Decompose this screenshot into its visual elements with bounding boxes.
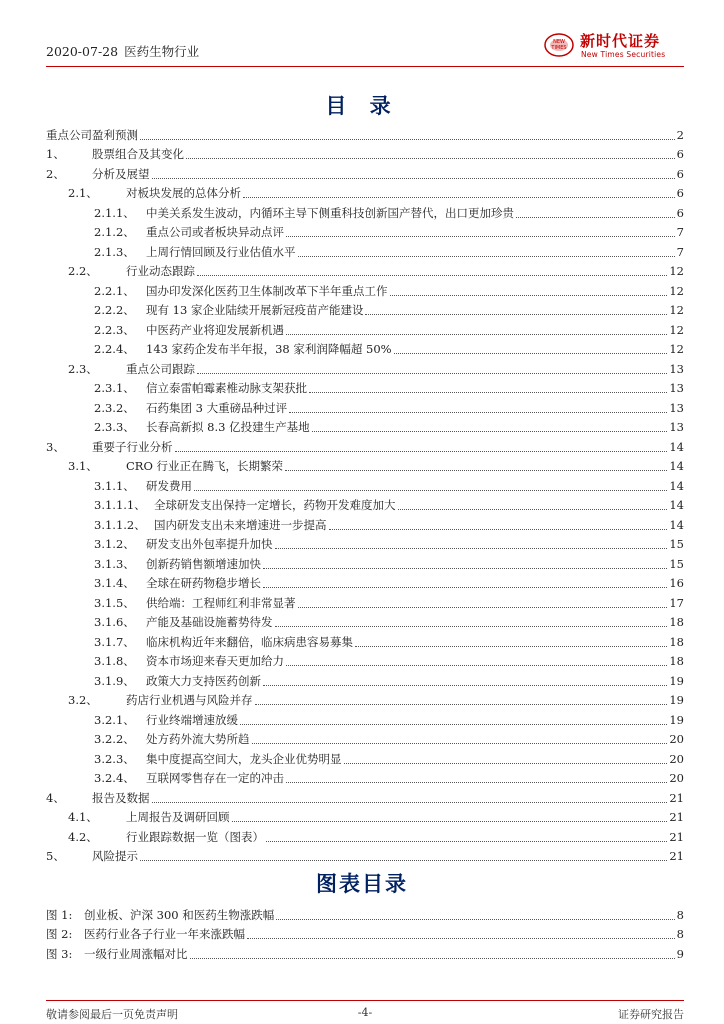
entry-label <box>94 323 284 338</box>
entry-label <box>94 206 514 221</box>
entry-number: 图 3: <box>46 946 73 961</box>
entry-page: 2 <box>676 127 684 142</box>
entry-label <box>46 167 150 182</box>
entry-text: 现有 13 家企业陆续开展新冠疫苗产能建设 <box>146 303 364 317</box>
entry-label <box>94 401 287 416</box>
entry-label <box>46 147 184 162</box>
toc-entry[interactable] <box>46 494 684 514</box>
entry-page: 14 <box>669 459 684 473</box>
entry-number: 图 1: <box>46 907 73 922</box>
entry-page: 19 <box>669 673 684 688</box>
entry-label <box>68 693 253 708</box>
toc-entry[interactable] <box>46 533 684 553</box>
entry-page: 6 <box>676 166 684 181</box>
dot-leader <box>255 704 668 705</box>
dot-leader <box>394 353 668 354</box>
entry-text: 信立泰雷帕霉素椎动脉支架获批 <box>146 381 307 395</box>
entry-text: 中医药产业将迎发展新机遇 <box>146 322 284 337</box>
entry-text: 一级行业周涨幅对比 <box>84 946 188 961</box>
page-number: -4- <box>357 1006 373 1019</box>
entry-text: 对板块发展的总体分析 <box>126 186 241 200</box>
figure-list <box>46 903 684 962</box>
entry-number: 3.1.2、 <box>94 537 135 551</box>
entry-label <box>94 303 363 318</box>
entry-number: 3.2.2、 <box>94 732 135 746</box>
entry-text: 国内研发支出未来增速进一步提高 <box>154 517 327 532</box>
dot-leader <box>263 587 667 588</box>
dot-leader <box>289 412 667 413</box>
entry-text: 创新药销售额增速加快 <box>146 556 261 571</box>
toc-entry[interactable] <box>46 279 684 299</box>
entry-number: 2.2.4、 <box>94 342 135 356</box>
dot-leader <box>355 646 667 647</box>
entry-text: 重点公司跟踪 <box>126 361 195 376</box>
entry-text: 上周行情回顾及行业估值水平 <box>146 244 296 259</box>
page-header <box>46 30 684 67</box>
dot-leader <box>252 743 668 744</box>
entry-label <box>94 245 296 260</box>
dot-leader <box>140 139 675 140</box>
entry-label <box>46 440 173 455</box>
toc-entry[interactable] <box>46 845 684 865</box>
toc-entry[interactable] <box>46 650 684 670</box>
entry-text: 供给端：工程师红利非常显著 <box>146 595 296 610</box>
toc-title: 目 录 <box>325 94 399 118</box>
entry-label <box>94 381 307 396</box>
dot-leader <box>390 295 668 296</box>
dot-leader <box>232 821 668 822</box>
entry-text: 研发支出外包率提升加快 <box>146 537 273 551</box>
entry-page: 14 <box>669 478 684 493</box>
entry-label <box>46 128 138 143</box>
entry-label <box>68 459 283 474</box>
entry-label <box>94 557 261 572</box>
entry-number: 2.3.1、 <box>94 381 135 395</box>
entry-number: 3.1.6、 <box>94 615 135 629</box>
toc-entry[interactable] <box>46 786 684 806</box>
entry-label <box>94 518 327 533</box>
entry-page: 17 <box>669 595 684 610</box>
toc-entry[interactable] <box>46 357 684 377</box>
entry-text: 重要子行业分析 <box>92 439 173 454</box>
toc-entry[interactable] <box>46 630 684 650</box>
dot-leader <box>197 275 667 276</box>
entry-page: 20 <box>669 732 684 746</box>
toc-entry[interactable] <box>46 611 684 631</box>
toc-entry[interactable] <box>46 396 684 416</box>
entry-text: 长春高新拟 8.3 亿投建生产基地 <box>146 420 310 434</box>
report-type: 证券研究报告 <box>618 1008 684 1021</box>
industry-name: 医药生物行业 <box>124 44 200 59</box>
entry-page: 12 <box>669 303 684 317</box>
entry-page: 7 <box>676 225 684 239</box>
toc-entry[interactable] <box>46 182 684 202</box>
entry-number: 2.3.2、 <box>94 400 135 415</box>
entry-text: 全球研发支出保持一定增长，药物开发难度加大 <box>154 498 396 512</box>
entry-number: 5、 <box>46 849 65 863</box>
entry-page: 6 <box>676 147 684 161</box>
dot-leader <box>298 607 668 608</box>
entry-number: 3.2.3、 <box>94 751 135 766</box>
entry-page: 9 <box>676 946 684 961</box>
dot-leader <box>286 665 667 666</box>
entry-number: 2.1.2、 <box>94 225 135 239</box>
figure-entry[interactable] <box>46 923 684 943</box>
toc-entry[interactable] <box>46 455 684 475</box>
toc-entry[interactable] <box>46 513 684 533</box>
entry-label <box>68 830 264 845</box>
entry-text: 风险提示 <box>92 849 138 863</box>
entry-label <box>94 732 250 747</box>
toc-entry[interactable] <box>46 260 684 280</box>
entry-label <box>94 752 342 767</box>
toc-entry[interactable] <box>46 806 684 826</box>
entry-page: 15 <box>669 537 684 551</box>
entry-number: 2.2.2、 <box>94 303 135 317</box>
entry-text: 政策大力支持医药创新 <box>146 673 261 688</box>
toc-entry[interactable] <box>46 689 684 709</box>
entry-text: 全球在研药物稳步增长 <box>146 576 261 590</box>
entry-label <box>94 674 261 689</box>
entry-text: 集中度提高空间大，龙头企业优势明显 <box>146 751 342 766</box>
dot-leader <box>298 256 675 257</box>
entry-number: 3.1.3、 <box>94 556 135 571</box>
dot-leader <box>194 490 667 491</box>
figure-entry[interactable] <box>46 903 684 923</box>
entry-page: 21 <box>669 829 684 844</box>
toc-entry[interactable] <box>46 299 684 319</box>
dot-leader <box>152 802 668 803</box>
entry-page: 21 <box>669 849 684 863</box>
toc-entry[interactable] <box>46 572 684 592</box>
entry-page: 18 <box>669 634 684 649</box>
entry-page: 12 <box>669 283 684 298</box>
entry-number: 3.1.9、 <box>94 673 135 688</box>
entry-text: 互联网零售存在一定的冲击 <box>146 771 284 785</box>
entry-label <box>46 947 188 962</box>
dot-leader <box>266 841 667 842</box>
dot-leader <box>243 197 675 198</box>
toc-entry[interactable] <box>46 767 684 787</box>
entry-label <box>46 927 245 942</box>
dot-leader <box>344 763 668 764</box>
page-footer <box>46 1000 684 1019</box>
dot-leader <box>365 314 667 315</box>
entry-label <box>68 186 241 201</box>
logo-english-name: New Times Securities <box>581 50 666 59</box>
header-info <box>46 42 199 60</box>
dot-leader <box>286 782 667 783</box>
entry-text: 研发费用 <box>146 478 192 493</box>
entry-page: 16 <box>669 576 684 590</box>
entry-label <box>94 537 273 552</box>
toc-entry[interactable] <box>46 552 684 572</box>
entry-text: CRO 行业正在腾飞，长期繁荣 <box>126 459 284 473</box>
figures-title: 图表目录 <box>316 872 408 896</box>
entry-text: 行业动态跟踪 <box>126 264 195 278</box>
entry-number: 2.1、 <box>68 186 98 200</box>
entry-label <box>94 654 284 669</box>
dot-leader <box>175 451 668 452</box>
entry-text: 行业跟踪数据一览（图表） <box>126 829 264 844</box>
toc-entry[interactable] <box>46 162 684 182</box>
toc-entry[interactable] <box>46 708 684 728</box>
dot-leader <box>329 529 668 530</box>
dot-leader <box>276 919 674 920</box>
toc-entry[interactable] <box>46 338 684 358</box>
entry-label <box>94 771 284 786</box>
toc-entry[interactable] <box>46 318 684 338</box>
entry-number: 3.1.7、 <box>94 634 135 649</box>
entry-page: 12 <box>669 264 684 278</box>
entry-page: 12 <box>669 342 684 356</box>
dot-leader <box>398 509 668 510</box>
entry-label <box>68 264 195 279</box>
dot-leader <box>286 236 675 237</box>
entry-label <box>94 615 273 630</box>
entry-text: 行业终端增速放缓 <box>146 712 238 727</box>
svg-text:NEW: NEW <box>553 39 565 45</box>
table-of-contents <box>46 123 684 864</box>
entry-number: 3.1.1.2、 <box>94 517 146 532</box>
entry-page: 18 <box>669 654 684 668</box>
entry-label <box>94 420 310 435</box>
entry-page: 21 <box>669 790 684 805</box>
entry-label <box>94 576 261 591</box>
toc-entry[interactable] <box>46 591 684 611</box>
entry-page: 12 <box>669 322 684 337</box>
entry-text: 143 家药企发布半年报，38 家利润降幅超 50% <box>146 342 392 356</box>
dot-leader <box>240 724 667 725</box>
entry-number: 3.1.8、 <box>94 654 135 668</box>
entry-text: 产能及基础设施蓄势待发 <box>146 615 273 629</box>
entry-page: 14 <box>669 498 684 512</box>
entry-number: 3.1.1、 <box>94 478 135 493</box>
toc-entry[interactable] <box>46 669 684 689</box>
dot-leader <box>247 938 675 939</box>
disclaimer-note: 敬请参阅最后一页免责声明 <box>46 1008 178 1021</box>
entry-page: 19 <box>669 693 684 707</box>
entry-page: 7 <box>676 244 684 259</box>
entry-page: 13 <box>669 420 684 434</box>
entry-number: 3.1、 <box>68 459 98 473</box>
entry-label <box>46 849 138 864</box>
dot-leader <box>140 860 667 861</box>
report-date: 2020-07-28 <box>46 44 119 59</box>
entry-label <box>94 635 353 650</box>
entry-label <box>68 810 230 825</box>
entry-label <box>46 908 274 923</box>
entry-label <box>94 713 238 728</box>
entry-number: 3.1.5、 <box>94 595 135 610</box>
entry-text: 分析及展望 <box>92 166 150 181</box>
toc-entry[interactable] <box>46 377 684 397</box>
entry-text: 报告及数据 <box>92 790 150 805</box>
dot-leader <box>152 178 675 179</box>
entry-label <box>94 479 192 494</box>
entry-number: 4.1、 <box>68 810 98 824</box>
new-times-logo-icon <box>544 32 574 58</box>
toc-entry[interactable] <box>46 123 684 143</box>
entry-label <box>94 498 396 513</box>
entry-number: 图 2: <box>46 927 73 941</box>
entry-label <box>94 596 296 611</box>
entry-text: 创业板、沪深 300 和医药生物涨跌幅 <box>84 907 275 922</box>
entry-text: 临床机构近年来翻倍，临床病患容易募集 <box>146 634 353 649</box>
entry-page: 13 <box>669 381 684 395</box>
company-logo <box>544 30 684 62</box>
toc-entry[interactable] <box>46 435 684 455</box>
entry-page: 20 <box>669 751 684 766</box>
toc-entry[interactable] <box>46 825 684 845</box>
entry-page: 18 <box>669 615 684 629</box>
entry-number: 4、 <box>46 790 65 805</box>
dot-leader <box>263 685 667 686</box>
entry-number: 2.3.3、 <box>94 420 135 434</box>
entry-number: 2.1.3、 <box>94 244 135 259</box>
entry-text: 药店行业机遇与风险并存 <box>126 693 253 707</box>
entry-text: 中美关系发生波动，内循环主导下侧重科技创新国产替代，出口更加珍贵 <box>146 205 514 220</box>
entry-page: 14 <box>669 517 684 532</box>
dot-leader <box>197 373 667 374</box>
entry-number: 2.2、 <box>68 264 98 278</box>
entry-number: 2.3、 <box>68 361 98 376</box>
entry-page: 20 <box>669 771 684 785</box>
dot-leader <box>309 392 667 393</box>
entry-label <box>94 284 388 299</box>
entry-page: 6 <box>676 205 684 220</box>
entry-page: 21 <box>669 810 684 824</box>
entry-number: 3.2.4、 <box>94 771 135 785</box>
dot-leader <box>275 626 668 627</box>
dot-leader <box>516 217 675 218</box>
dot-leader <box>190 958 675 959</box>
figure-entry[interactable] <box>46 942 684 962</box>
entry-page: 8 <box>676 927 684 941</box>
toc-entry[interactable] <box>46 474 684 494</box>
dot-leader <box>275 548 668 549</box>
entry-label <box>94 225 284 240</box>
logo-chinese-name: 新时代证券 <box>580 32 661 50</box>
entry-text: 国办印发深化医药卫生体制改革下半年重点工作 <box>146 283 388 298</box>
entry-page: 13 <box>669 400 684 415</box>
dot-leader <box>186 158 675 159</box>
entry-number: 3、 <box>46 439 65 454</box>
entry-text: 股票组合及其变化 <box>92 147 184 161</box>
entry-number: 3.2、 <box>68 693 98 707</box>
dot-leader <box>285 470 667 471</box>
entry-page: 8 <box>676 907 684 922</box>
entry-number: 1、 <box>46 147 65 161</box>
dot-leader <box>312 431 668 432</box>
toc-entry[interactable] <box>46 728 684 748</box>
entry-number: 2.2.3、 <box>94 322 135 337</box>
entry-page: 13 <box>669 361 684 376</box>
toc-entry[interactable] <box>46 221 684 241</box>
toc-entry[interactable] <box>46 747 684 767</box>
entry-text: 处方药外流大势所趋 <box>146 732 250 746</box>
toc-entry[interactable] <box>46 143 684 163</box>
svg-text:TIMES: TIMES <box>551 45 567 51</box>
entry-text: 上周报告及调研回顾 <box>126 810 230 824</box>
entry-page: 15 <box>669 556 684 571</box>
entry-number: 2.2.1、 <box>94 283 135 298</box>
entry-text: 重点公司或者板块异动点评 <box>146 225 284 239</box>
entry-number: 3.2.1、 <box>94 712 135 727</box>
entry-page: 14 <box>669 439 684 454</box>
entry-number: 3.1.1.1、 <box>94 498 146 512</box>
dot-leader <box>286 334 667 335</box>
entry-text: 重点公司盈利预测 <box>46 127 138 142</box>
dot-leader <box>263 568 667 569</box>
entry-label <box>68 362 195 377</box>
entry-label <box>46 791 150 806</box>
entry-number: 3.1.4、 <box>94 576 135 590</box>
entry-number: 2、 <box>46 166 65 181</box>
toc-entry[interactable] <box>46 240 684 260</box>
entry-label <box>94 342 392 357</box>
toc-entry[interactable] <box>46 416 684 436</box>
entry-number: 4.2、 <box>68 829 98 844</box>
toc-entry[interactable] <box>46 201 684 221</box>
entry-text: 医药行业各子行业一年来涨跌幅 <box>84 927 245 941</box>
entry-text: 石药集团 3 大重磅品种过评 <box>146 400 288 415</box>
entry-number: 2.1.1、 <box>94 205 135 220</box>
entry-page: 6 <box>676 186 684 200</box>
entry-text: 资本市场迎来春天更加给力 <box>146 654 284 668</box>
entry-page: 19 <box>669 712 684 727</box>
